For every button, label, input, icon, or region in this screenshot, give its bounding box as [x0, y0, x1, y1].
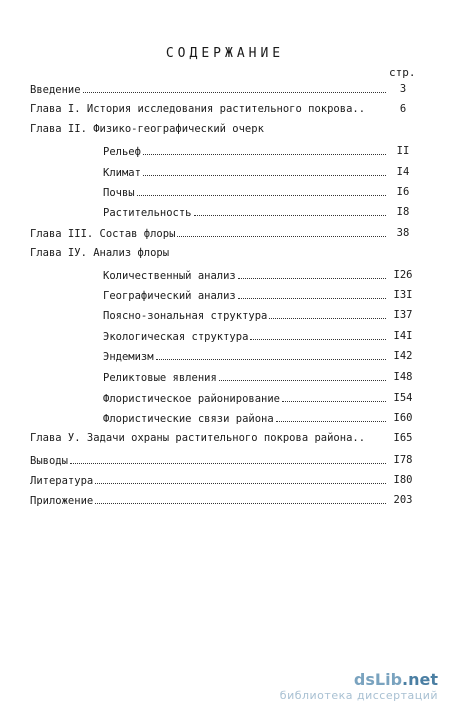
- toc-entry: Введение 3: [30, 83, 407, 96]
- toc-entry: Почвы I6: [103, 186, 410, 199]
- watermark-subtitle: библиотека диссертаций: [279, 689, 438, 702]
- toc-entry: Выводы I78: [30, 454, 413, 467]
- toc-entry: Глава IУ. Анализ флоры: [30, 247, 170, 259]
- toc-entry: Поясно-зональная структура I37: [103, 309, 413, 322]
- toc-entry: Глава У. Задачи охраны растительного покрова района.. I65: [30, 432, 413, 444]
- toc-entry: Рельеф II: [103, 145, 410, 158]
- toc-entry: Эндемизм I42: [103, 350, 413, 363]
- toc-entry: Глава I. История исследования растительного покрова.. 6: [30, 103, 407, 115]
- toc-entry: Реликтовые явления I48: [103, 371, 413, 384]
- toc-entry: Географический анализ I3I: [103, 289, 413, 302]
- toc-entry: Флористическое районирование I54: [103, 392, 413, 405]
- toc-entry: Литература I80: [30, 474, 413, 487]
- toc-entry: Флористические связи района I60: [103, 412, 413, 425]
- toc-entry: Глава II. Физико-географический очерк: [30, 123, 264, 135]
- toc-entry: Приложение 203: [30, 494, 413, 507]
- toc-entry: Количественный анализ I26: [103, 269, 413, 282]
- toc-entry: Глава III. Состав флоры 38: [30, 227, 410, 240]
- toc-entry: Растительность I8: [103, 206, 410, 219]
- page-column-label: стр.: [389, 66, 416, 79]
- watermark: [280, 670, 438, 702]
- toc-entry: Экологическая структура I4I: [103, 330, 413, 343]
- watermark-logo: dsLib.net: [353, 670, 438, 689]
- toc-entry: Климат I4: [103, 166, 410, 179]
- page-title: СОДЕРЖАНИЕ: [165, 46, 285, 61]
